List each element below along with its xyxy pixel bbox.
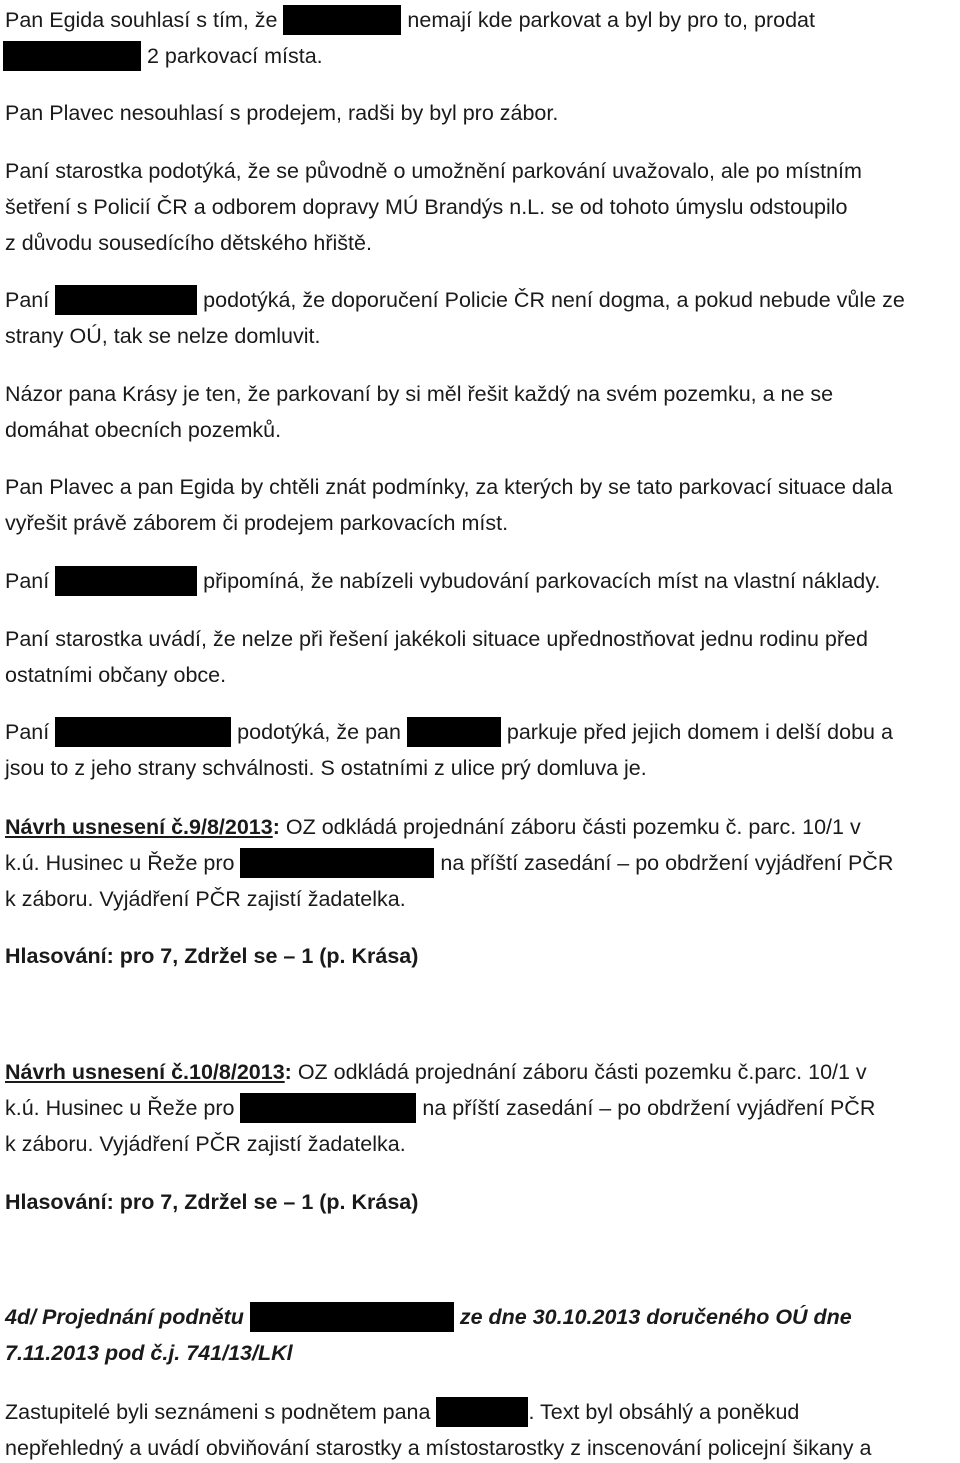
resolution-line: k.ú. Husinec u Řeže pro na příští zasedání – po obdržení vyjádření PČR	[5, 1093, 875, 1123]
resolution-line: k záboru. Vyjádření PČR zajistí žadatelka.	[5, 1132, 406, 1156]
redaction-block	[240, 1093, 416, 1123]
redaction-block	[436, 1397, 528, 1427]
paragraph-line: nepřehledný a uvádí obviňování starostky a místostarostky z inscenování policejní šikany a	[5, 1436, 872, 1460]
section-heading: 4d/ Projednání podnětu ze dne 30.10.2013 doručeného OÚ dne	[5, 1302, 852, 1332]
resolution-line: k záboru. Vyjádření PČR zajistí žadatelka.	[5, 887, 406, 911]
paragraph-line: 2 parkovací místa.	[3, 41, 323, 71]
paragraph-line: Paní připomíná, že nabízeli vybudování parkovacích míst na vlastní náklady.	[5, 566, 880, 596]
resolution-line: Návrh usnesení č.9/8/2013: OZ odkládá projednání záboru části pozemku č. parc. 10/1 v	[5, 815, 861, 839]
redaction-block	[55, 717, 231, 747]
redaction-block	[283, 5, 401, 35]
paragraph-line: ostatními občany obce.	[5, 663, 227, 687]
redaction-block	[55, 285, 197, 315]
vote-result: Hlasování: pro 7, Zdržel se – 1 (p. Krása)	[5, 944, 419, 968]
paragraph-line: z důvodu sousedícího dětského hřiště.	[5, 231, 372, 255]
resolution-line: k.ú. Husinec u Řeže pro na příští zasedání – po obdržení vyjádření PČR	[5, 848, 893, 878]
redaction-block	[55, 566, 197, 596]
paragraph-line: vyřešit právě záborem či prodejem parkovacích míst.	[5, 511, 509, 535]
resolution-line: Návrh usnesení č.10/8/2013: OZ odkládá projednání záboru části pozemku č.parc. 10/1 v	[5, 1060, 867, 1084]
paragraph-line: šetření s Policií ČR a odborem dopravy MÚ Brandýs n.L. se od tohoto úmyslu odstoupilo	[5, 195, 848, 219]
paragraph-line: Paní podotýká, že doporučení Policie ČR není dogma, a pokud nebude vůle ze	[5, 285, 905, 315]
paragraph-line: strany OÚ, tak se nelze domluvit.	[5, 324, 321, 348]
paragraph-line: Paní starostka podotýká, že se původně o umožnění parkování uvažovalo, ale po místním	[5, 159, 862, 183]
paragraph-line: Zastupitelé byli seznámeni s podnětem pana . Text byl obsáhlý a poněkud	[5, 1397, 799, 1427]
paragraph-line: Pan Plavec a pan Egida by chtěli znát podmínky, za kterých by se tato parkovací situace dala	[5, 475, 893, 499]
redaction-block	[3, 41, 141, 71]
resolution-label: Návrh usnesení č.10/8/2013	[5, 1060, 285, 1084]
paragraph-line: domáhat obecních pozemků.	[5, 418, 282, 442]
paragraph-line: Názor pana Krásy je ten, že parkovaní by si měl řešit každý na svém pozemku, a ne se	[5, 382, 834, 406]
redaction-block	[250, 1302, 454, 1332]
paragraph-line: Paní starostka uvádí, že nelze při řešení jakékoli situace upřednostňovat jednu rodinu před	[5, 627, 868, 651]
paragraph-line: jsou to z jeho strany schválnosti. S ostatními z ulice prý domluva je.	[5, 756, 647, 780]
paragraph-line: Pan Egida souhlasí s tím, že nemají kde parkovat a byl by pro to, prodat	[5, 5, 815, 35]
resolution-label: Návrh usnesení č.9/8/2013	[5, 815, 273, 839]
paragraph-line: Pan Plavec nesouhlasí s prodejem, radši by byl pro zábor.	[5, 101, 559, 125]
redaction-block	[407, 717, 501, 747]
section-heading: 7.11.2013 pod č.j. 741/13/LKl	[5, 1341, 293, 1365]
paragraph-line: Paní podotýká, že pan parkuje před jejich domem i delší dobu a	[5, 717, 893, 747]
redaction-block	[240, 848, 434, 878]
vote-result: Hlasování: pro 7, Zdržel se – 1 (p. Krása)	[5, 1190, 419, 1214]
